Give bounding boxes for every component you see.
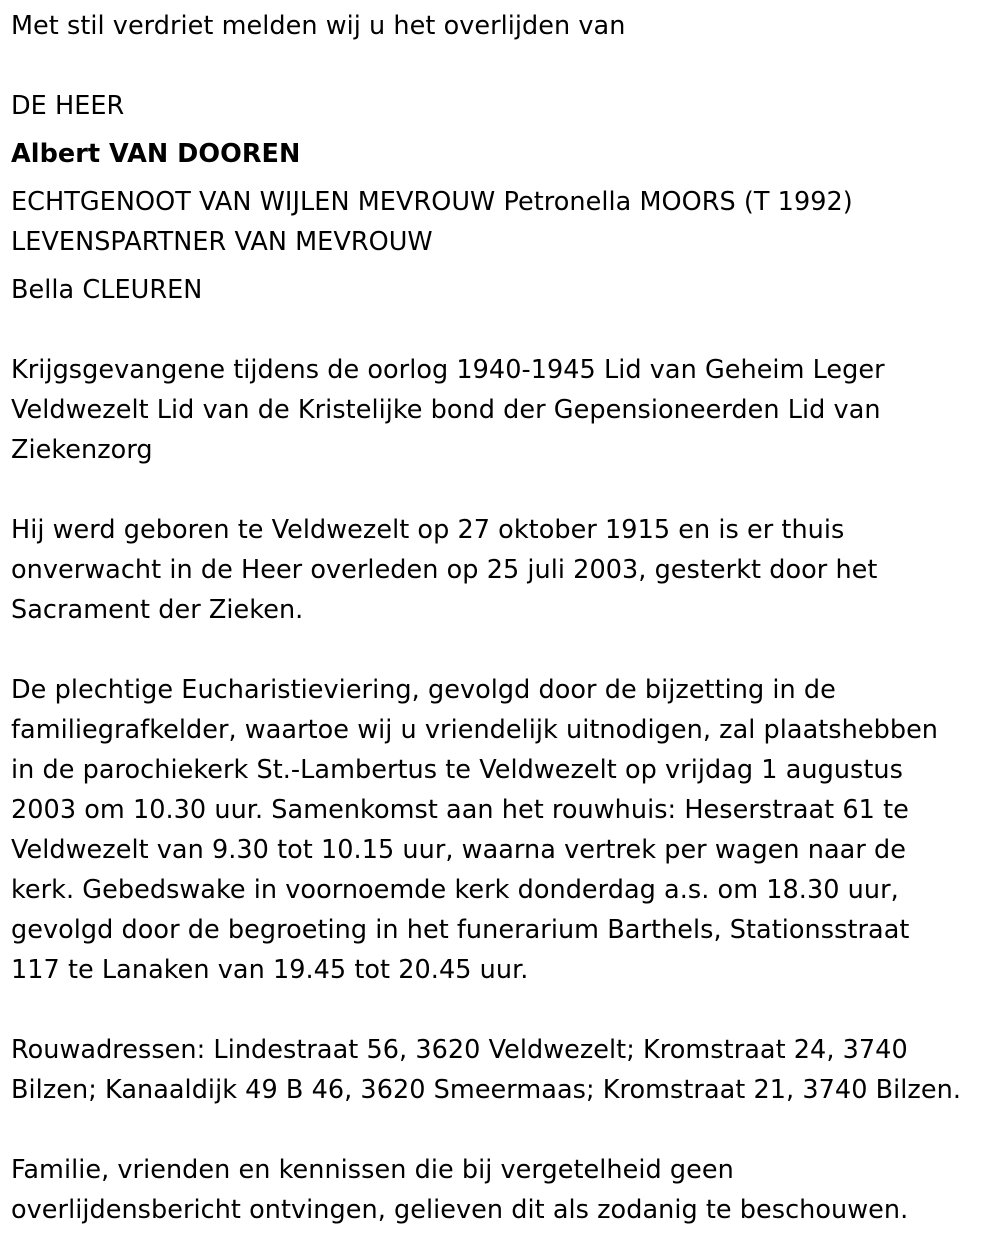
paragraph-line: familiegrafkelder, waartoe wij u vriendelijk uitnodigen, zal plaatshebben	[11, 715, 939, 745]
paragraph-line: Rouwadressen: Lindestraat 56, 3620 Veldwezelt; Kromstraat 24, 3740	[11, 1035, 908, 1065]
spacer	[11, 630, 990, 670]
spouse-line: ECHTGENOOT VAN WIJLEN MEVROUW Petronella MOORS (T 1992)	[11, 187, 853, 217]
closing-paragraph	[11, 1150, 990, 1230]
paragraph-line: Hij werd geboren te Veldwezelt op 27 oktober 1915 en is er thuis	[11, 515, 845, 545]
paragraph-line: Veldwezelt van 9.30 tot 10.15 uur, waarna vertrek per wagen naar de	[11, 835, 907, 865]
paragraph-line: Sacrament der Zieken.	[11, 595, 304, 625]
spacer	[11, 470, 990, 510]
paragraph-line: Ziekenzorg	[11, 435, 153, 465]
paragraph-line: Familie, vrienden en kennissen die bij vergetelheid geen	[11, 1155, 734, 1185]
paragraph-line: Bilzen; Kanaaldijk 49 B 46, 3620 Smeermaas; Kromstraat 21, 3740 Bilzen.	[11, 1075, 961, 1105]
intro-text: Met stil verdriet melden wij u het overlijden van	[11, 11, 626, 41]
paragraph-line: kerk. Gebedswake in voornoemde kerk donderdag a.s. om 18.30 uur,	[11, 875, 899, 905]
title-text: DE HEER	[11, 91, 125, 121]
partner-label: LEVENSPARTNER VAN MEVROUW	[11, 227, 433, 257]
paragraph-line: gevolgd door de begroeting in het funerarium Barthels, Stationsstraat	[11, 915, 910, 945]
spacer	[11, 990, 990, 1030]
spacer	[11, 310, 990, 350]
paragraph-line: Veldwezelt Lid van de Kristelijke bond der Gepensioneerden Lid van	[11, 395, 881, 425]
deceased-name: Albert VAN DOOREN	[11, 139, 301, 169]
birth-death-paragraph	[11, 510, 990, 630]
paragraph-line: onverwacht in de Heer overleden op 25 juli 2003, gesterkt door het	[11, 555, 878, 585]
spacer	[11, 174, 990, 182]
addresses-paragraph	[11, 1030, 990, 1110]
spacer	[11, 262, 990, 270]
paragraph-line: Krijgsgevangene tijdens de oorlog 1940-1945 Lid van Geheim Leger	[11, 355, 885, 385]
paragraph-line: overlijdensbericht ontvingen, gelieven dit als zodanig te beschouwen.	[11, 1195, 909, 1225]
paragraph-line: 2003 om 10.30 uur. Samenkomst aan het rouwhuis: Heserstraat 61 te	[11, 795, 909, 825]
spacer	[11, 46, 990, 86]
spacer	[11, 126, 990, 134]
memberships-paragraph	[11, 350, 990, 470]
paragraph-line: in de parochiekerk St.-Lambertus te Veldwezelt op vrijdag 1 augustus	[11, 755, 903, 785]
paragraph-line: 117 te Lanaken van 19.45 tot 20.45 uur.	[11, 955, 529, 985]
paragraph-line: De plechtige Eucharistieviering, gevolgd door de bijzetting in de	[11, 675, 836, 705]
spacer	[11, 1110, 990, 1150]
ceremony-paragraph	[11, 670, 990, 990]
partner-name: Bella CLEUREN	[11, 275, 203, 305]
